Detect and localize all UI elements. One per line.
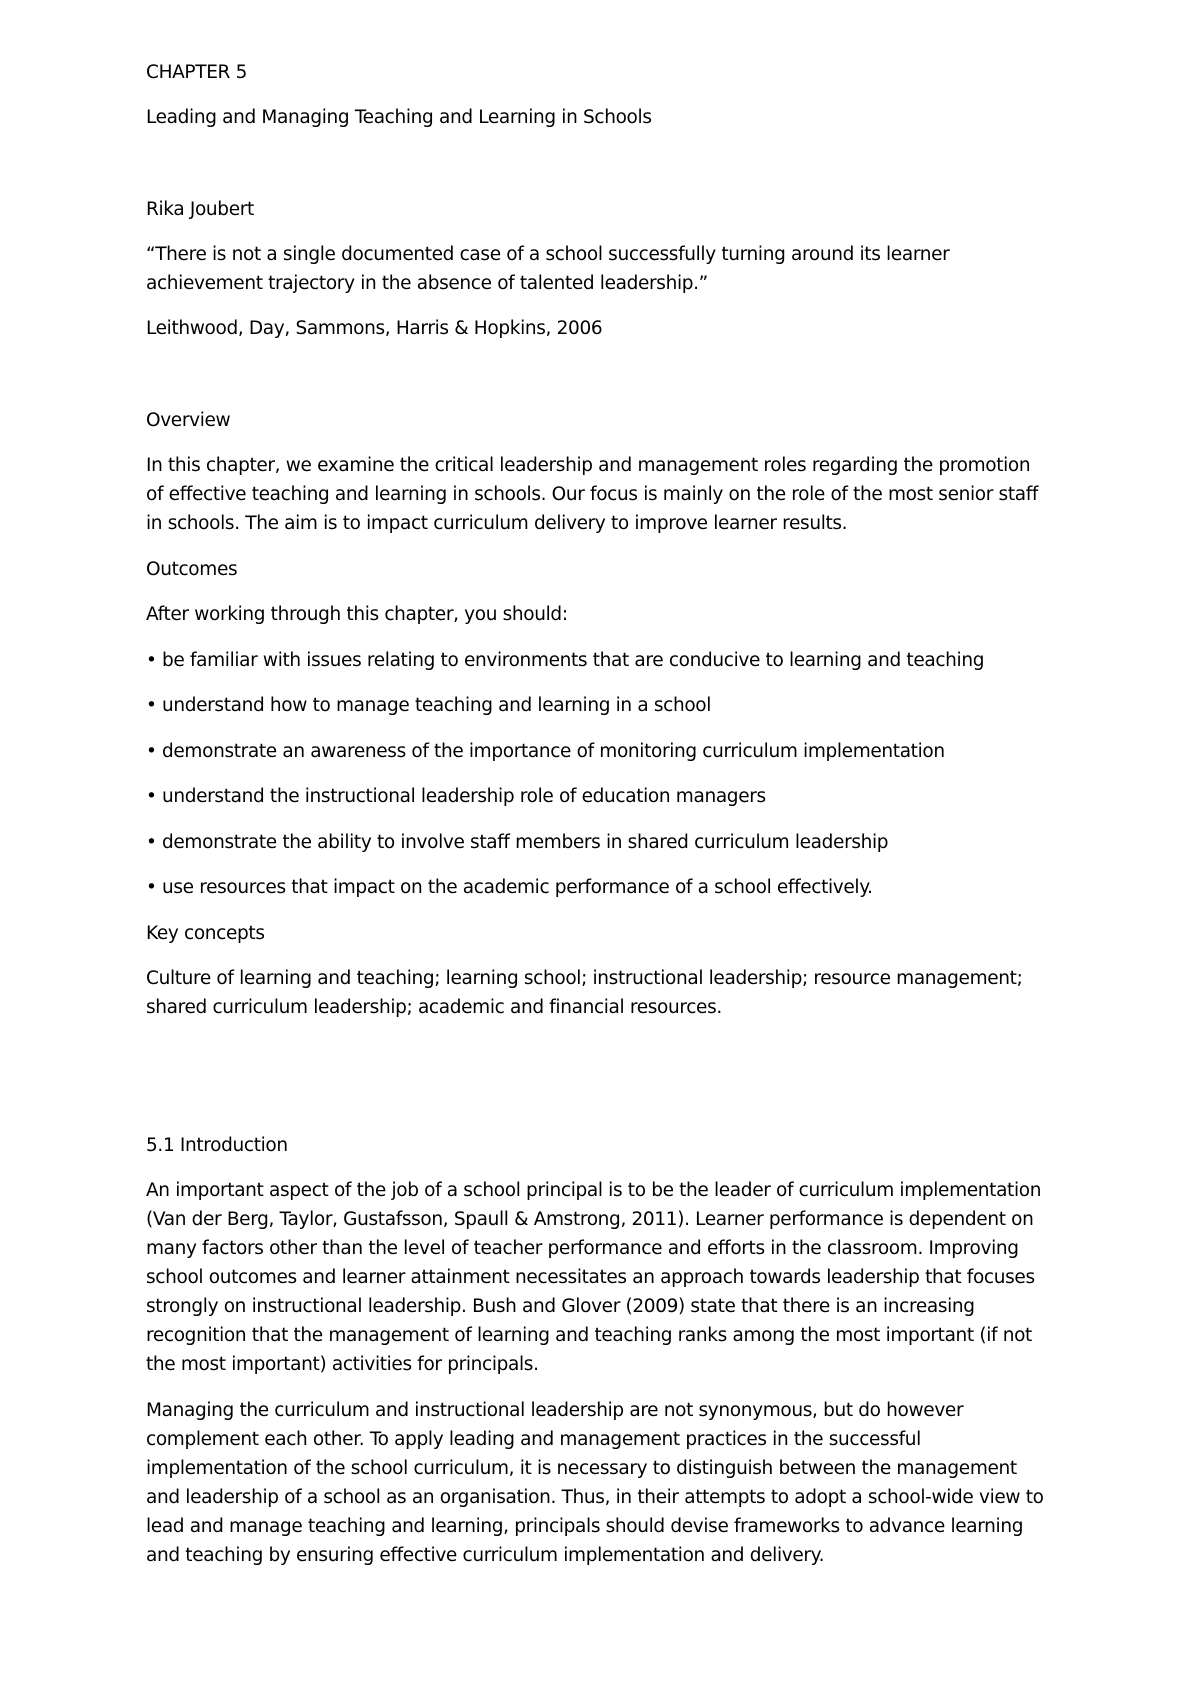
outcomes-heading: Outcomes bbox=[146, 559, 238, 580]
list-item bbox=[146, 646, 1076, 676]
bullet-icon: • bbox=[146, 877, 157, 898]
bullet-icon: • bbox=[146, 650, 157, 671]
introduction-paragraph-1-line: the most important) activities for principals. bbox=[146, 1354, 539, 1375]
overview-line: of effective teaching and learning in schools. Our focus is mainly on the role of the most senior staff bbox=[146, 484, 1039, 505]
introduction-paragraph-1-line: strongly on instructional leadership. Bush and Glover (2009) state that there is an increasing bbox=[146, 1296, 975, 1317]
key-concepts-heading: Key concepts bbox=[146, 923, 265, 944]
key-concepts-line: shared curriculum leadership; academic and financial resources. bbox=[146, 997, 722, 1018]
epigraph-quote-line-1: “There is not a single documented case of a school successfully turning around its learner bbox=[146, 244, 950, 265]
chapter-title: Leading and Managing Teaching and Learning in Schools bbox=[146, 107, 652, 128]
list-item bbox=[146, 691, 1076, 721]
introduction-paragraph-1-line: school outcomes and learner attainment necessitates an approach towards leadership that focuses bbox=[146, 1267, 1035, 1288]
introduction-paragraph-2-line: and teaching by ensuring effective curriculum implementation and delivery. bbox=[146, 1545, 825, 1566]
list-item bbox=[146, 737, 1076, 767]
introduction-paragraph-1-line: (Van der Berg, Taylor, Gustafsson, Spaull & Amstrong, 2011). Learner performance is dependent on bbox=[146, 1209, 1034, 1230]
epigraph-quote-line-2: achievement trajectory in the absence of talented leadership.” bbox=[146, 273, 708, 294]
overview-line: in schools. The aim is to impact curriculum delivery to improve learner results. bbox=[146, 513, 848, 534]
introduction-paragraph-1-line: many factors other than the level of teacher performance and efforts in the classroom. Improving bbox=[146, 1238, 1019, 1259]
introduction-paragraph-1-line: recognition that the management of learning and teaching ranks among the most important (if not bbox=[146, 1325, 1032, 1346]
introduction-paragraph-2-line: Managing the curriculum and instructional leadership are not synonymous, but do however bbox=[146, 1400, 964, 1421]
overview-heading: Overview bbox=[146, 410, 231, 431]
list-item-text: use resources that impact on the academic performance of a school effectively. bbox=[162, 877, 873, 898]
list-item-text: be familiar with issues relating to environments that are conducive to learning and teaching bbox=[162, 650, 985, 671]
list-item bbox=[146, 873, 1076, 903]
key-concepts-line: Culture of learning and teaching; learning school; instructional leadership; resource management; bbox=[146, 968, 1023, 989]
chapter-label: CHAPTER 5 bbox=[146, 62, 247, 83]
bullet-icon: • bbox=[146, 741, 157, 762]
introduction-heading: 5.1 Introduction bbox=[146, 1135, 288, 1156]
list-item-text: understand how to manage teaching and learning in a school bbox=[162, 695, 712, 716]
list-item bbox=[146, 828, 1076, 858]
bullet-icon: • bbox=[146, 786, 157, 807]
list-item-text: demonstrate the ability to involve staff members in shared curriculum leadership bbox=[162, 832, 889, 853]
introduction-paragraph-2-line: implementation of the school curriculum, it is necessary to distinguish between the management bbox=[146, 1458, 1017, 1479]
list-item-text: demonstrate an awareness of the importance of monitoring curriculum implementation bbox=[162, 741, 945, 762]
introduction-paragraph-1-line: An important aspect of the job of a school principal is to be the leader of curriculum implementation bbox=[146, 1180, 1042, 1201]
introduction-paragraph-2-line: lead and manage teaching and learning, principals should devise frameworks to advance learning bbox=[146, 1516, 1024, 1537]
introduction-paragraph-2-line: complement each other. To apply leading and management practices in the successful bbox=[146, 1429, 921, 1450]
bullet-icon: • bbox=[146, 832, 157, 853]
list-item-text: understand the instructional leadership role of education managers bbox=[162, 786, 766, 807]
epigraph-attribution: Leithwood, Day, Sammons, Harris & Hopkins, 2006 bbox=[146, 318, 603, 339]
bullet-icon: • bbox=[146, 695, 157, 716]
list-item bbox=[146, 782, 1076, 812]
overview-line: In this chapter, we examine the critical leadership and management roles regarding the promotion bbox=[146, 455, 1031, 476]
outcomes-intro: After working through this chapter, you should: bbox=[146, 604, 568, 625]
introduction-paragraph-2-line: and leadership of a school as an organisation. Thus, in their attempts to adopt a school-wide view to bbox=[146, 1487, 1044, 1508]
author-name: Rika Joubert bbox=[146, 199, 254, 220]
